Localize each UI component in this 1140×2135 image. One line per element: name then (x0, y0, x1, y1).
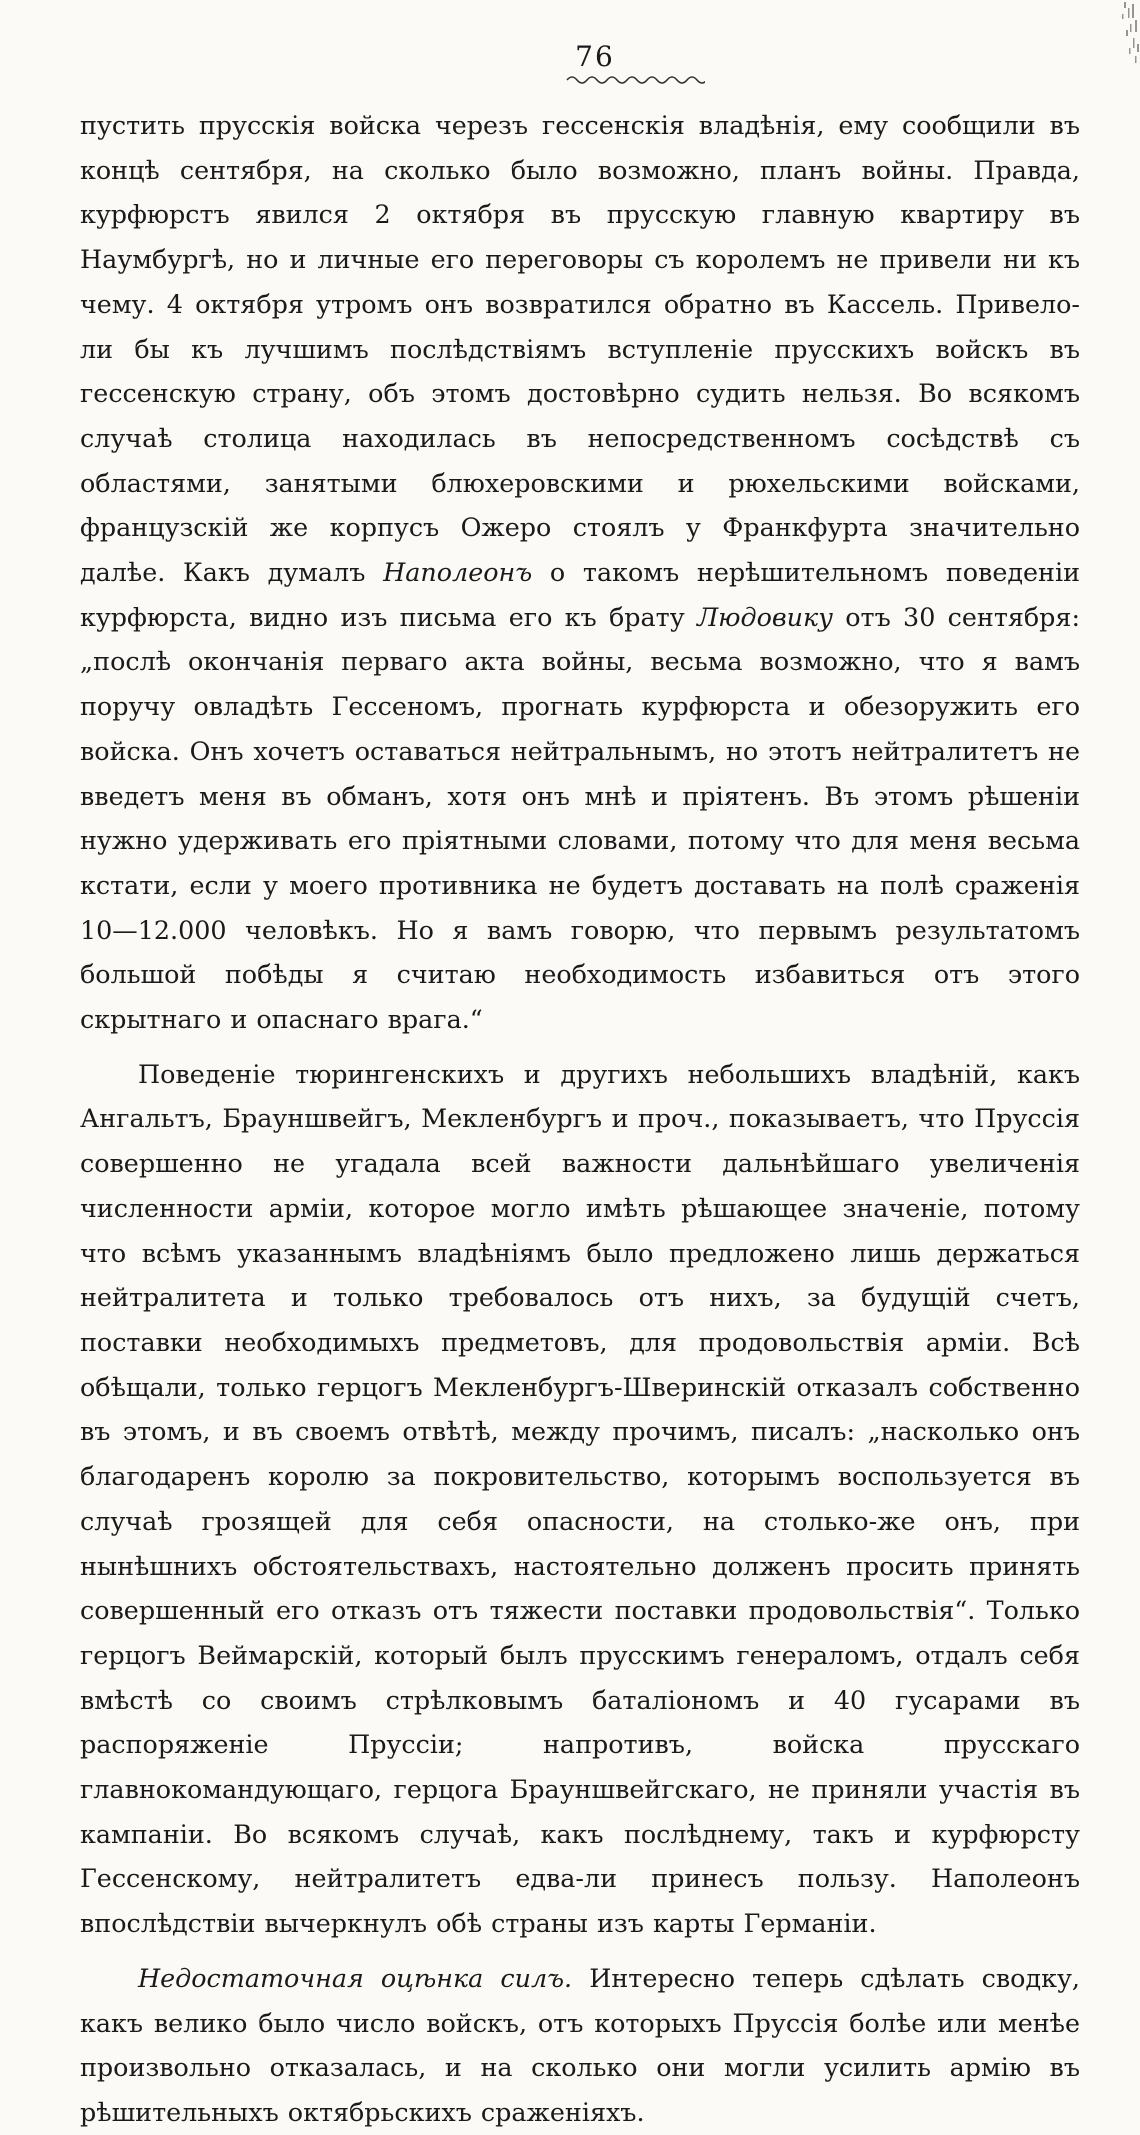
paragraph-principalities: Поведеніе тюрингенскихъ и другихъ небольшихъ владѣній, какъ Ангальтъ, Брауншвейгъ, Мекленбургъ и проч., показываетъ, что Пруссія совершенно не угадала всей важности дальнѣйшаго увеличенія численности арміи, которое могло имѣть рѣшающее значеніе, потому что всѣмъ указаннымъ владѣніямъ было предложено лишь держаться нейтралитета и только требовалось отъ нихъ, за будущій счетъ, поставки необходимыхъ предметовъ, для продовольствія арміи. Всѣ обѣщали, только герцогъ Мекленбургъ-Шверинскій отказалъ собственно въ этомъ, и въ своемъ отвѣтѣ, между прочимъ, писалъ: „насколько онъ благодаренъ королю за покровительство, которымъ воспользуется въ случаѣ грозящей для себя опасности, на столько-же онъ, при нынѣшнихъ обстоятельствахъ, настоятельно долженъ просить принять совершенный его отказъ отъ тяжести поставки продовольствія“. Только герцогъ Веймарскій, который былъ прусскимъ генераломъ, отдалъ себя вмѣстѣ со своимъ стрѣлковымъ баталіономъ и 40 гусарами въ распоряженіе Пруссіи; напротивъ, войска прусскаго главнокомандующаго, герцога Брауншвейгскаго, не приняли участія въ кампаніи. Во всякомъ случаѣ, какъ послѣднему, такъ и курфюрсту Гессенскому, нейтралитетъ едва-ли принесъ пользу. Наполеонъ впослѣдствіи вычеркнулъ обѣ страны изъ карты Германіи. (80, 1058, 1080, 1939)
italic-name-ludovic: Людовику (696, 601, 833, 632)
scan-edge-mark (1102, 0, 1140, 70)
page-number-ornament (565, 73, 705, 87)
document-page (80, 40, 1080, 2135)
paragraph-continued: пустить прусскія войска черезъ гессенскія владѣнія, ему сообщили въ концѣ сентября, на сколько было возможно, планъ войны. Правда, курфюрстъ явился 2 октября въ прусскую главную квартиру въ Наумбургѣ, но и личные его переговоры съ королемъ не привели ни къ чему. 4 октября утромъ онъ возвратился обратно въ Кассель. Привело-ли бы къ лучшимъ послѣдствіямъ вступленіе прусскихъ войскъ въ гессенскую страну, объ этомъ достовѣрно судить нельзя. Во всякомъ случаѣ столица находилась въ непосредственномъ сосѣдствѣ съ областями, занятыми блюхеровскими и рюхельскими войсками, французскій же корпусъ Ожеро стоялъ у Франкфурта значительно далѣе. Какъ думалъ Наполеонъ о такомъ нерѣшительномъ поведеніи курфюрста, видно изъ письма его къ брату Людовику отъ 30 сентября: „послѣ окончанія перваго акта войны, весьма возможно, что я вамъ поручу овладѣть Гессеномъ, прогнать курфюрста и обезоружить его войска. Онъ хочетъ оставаться нейтральнымъ, но этотъ нейтралитетъ не введетъ меня въ обманъ, хотя онъ мнѣ и пріятенъ. Въ этомъ рѣшеніи нужно удерживать его пріятными словами, потому что для меня весьма кстати, если у моего противника не будетъ доставать на полѣ сраженія 10—12.000 человѣкъ. Но я вамъ говорю, что первымъ результатомъ большой побѣды я считаю необходимость избавиться отъ этого скрытнаго и опаснаго врага.“ (80, 110, 1080, 1035)
italic-name-napoleon: Наполеонъ (383, 557, 533, 588)
paragraph-underestimation: Недостаточная оцѣнка силъ. Интересно теперь сдѣлать сводку, какъ велико было число войскъ, отъ которыхъ Пруссія болѣе или менѣе произвольно отказалась, и на сколько они могли усилить армію въ рѣшительныхъ октябрьскихъ сраженіяхъ. (80, 1962, 1080, 2127)
section-subheading: Недостаточная оцѣнка силъ. (138, 1962, 573, 1993)
page-number: 76 (575, 40, 615, 73)
